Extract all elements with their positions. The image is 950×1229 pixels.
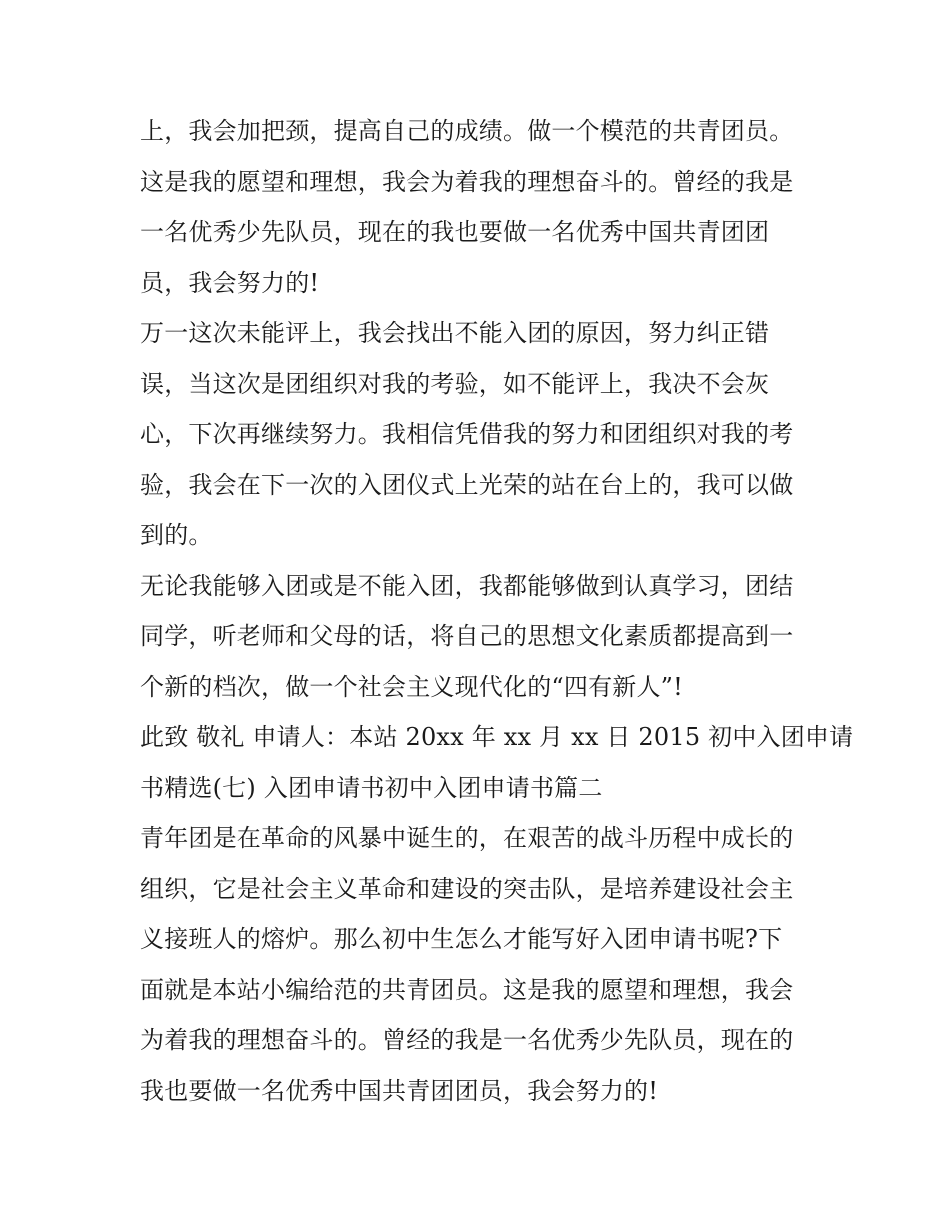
text-line: 我也要做一名优秀中国共青团团员，我会努力的! <box>140 1076 659 1105</box>
text-line: 组织，它是社会主义革命和建设的突击队，是培养建设社会主 <box>140 874 794 903</box>
text-line: 面就是本站小编给范的共青团员。这是我的愿望和理想，我会 <box>140 975 794 1004</box>
text-line: 心，下次再继续努力。我相信凭借我的努力和团组织对我的考 <box>140 420 794 448</box>
text-line: 万一这次未能评上，我会找出不能入团的原因，努力纠正错 <box>140 319 770 347</box>
text-line: 误，当这次是团组织对我的考验，如不能评上，我决不会灰 <box>140 369 770 398</box>
text-line: 到的。 <box>140 521 213 549</box>
text-line: 验，我会在下一次的入团仪式上光荣的站在台上的，我可以做 <box>140 470 794 499</box>
text-line: 同学，听老师和父母的话，将自己的思想文化素质都提高到一 <box>140 622 794 650</box>
text-line: 上，我会加把颈，提高自己的成绩。做一个模范的共青团员。 <box>140 117 794 145</box>
text-line: 个新的档次，做一个社会主义现代化的“四有新人”! <box>140 672 683 701</box>
text-line: 无论我能够入团或是不能入团，我都能够做到认真学习，团结 <box>140 571 794 600</box>
text-line: 这是我的愿望和理想，我会为着我的理想奋斗的。曾经的我是 <box>140 167 794 196</box>
text-line: 义接班人的熔炉。那么初中生怎么才能写好入团申请书呢?下 <box>140 925 783 953</box>
text-line: 为着我的理想奋斗的。曾经的我是一名优秀少先队员，现在的 <box>140 1026 794 1054</box>
text-line: 此致 敬礼 申请人：本站 20xx 年 xx 月 xx 日 2015 初中入团申请 <box>140 723 854 751</box>
document-body <box>140 106 854 1116</box>
text-line: 书精选(七) 入团申请书初中入团申请书篇二 <box>140 773 603 802</box>
text-line: 员，我会努力的! <box>140 268 320 297</box>
text-line: 一名优秀少先队员，现在的我也要做一名优秀中国共青团团 <box>140 218 770 246</box>
text-line: 青年团是在革命的风暴中诞生的，在艰苦的战斗历程中成长的 <box>140 824 794 852</box>
